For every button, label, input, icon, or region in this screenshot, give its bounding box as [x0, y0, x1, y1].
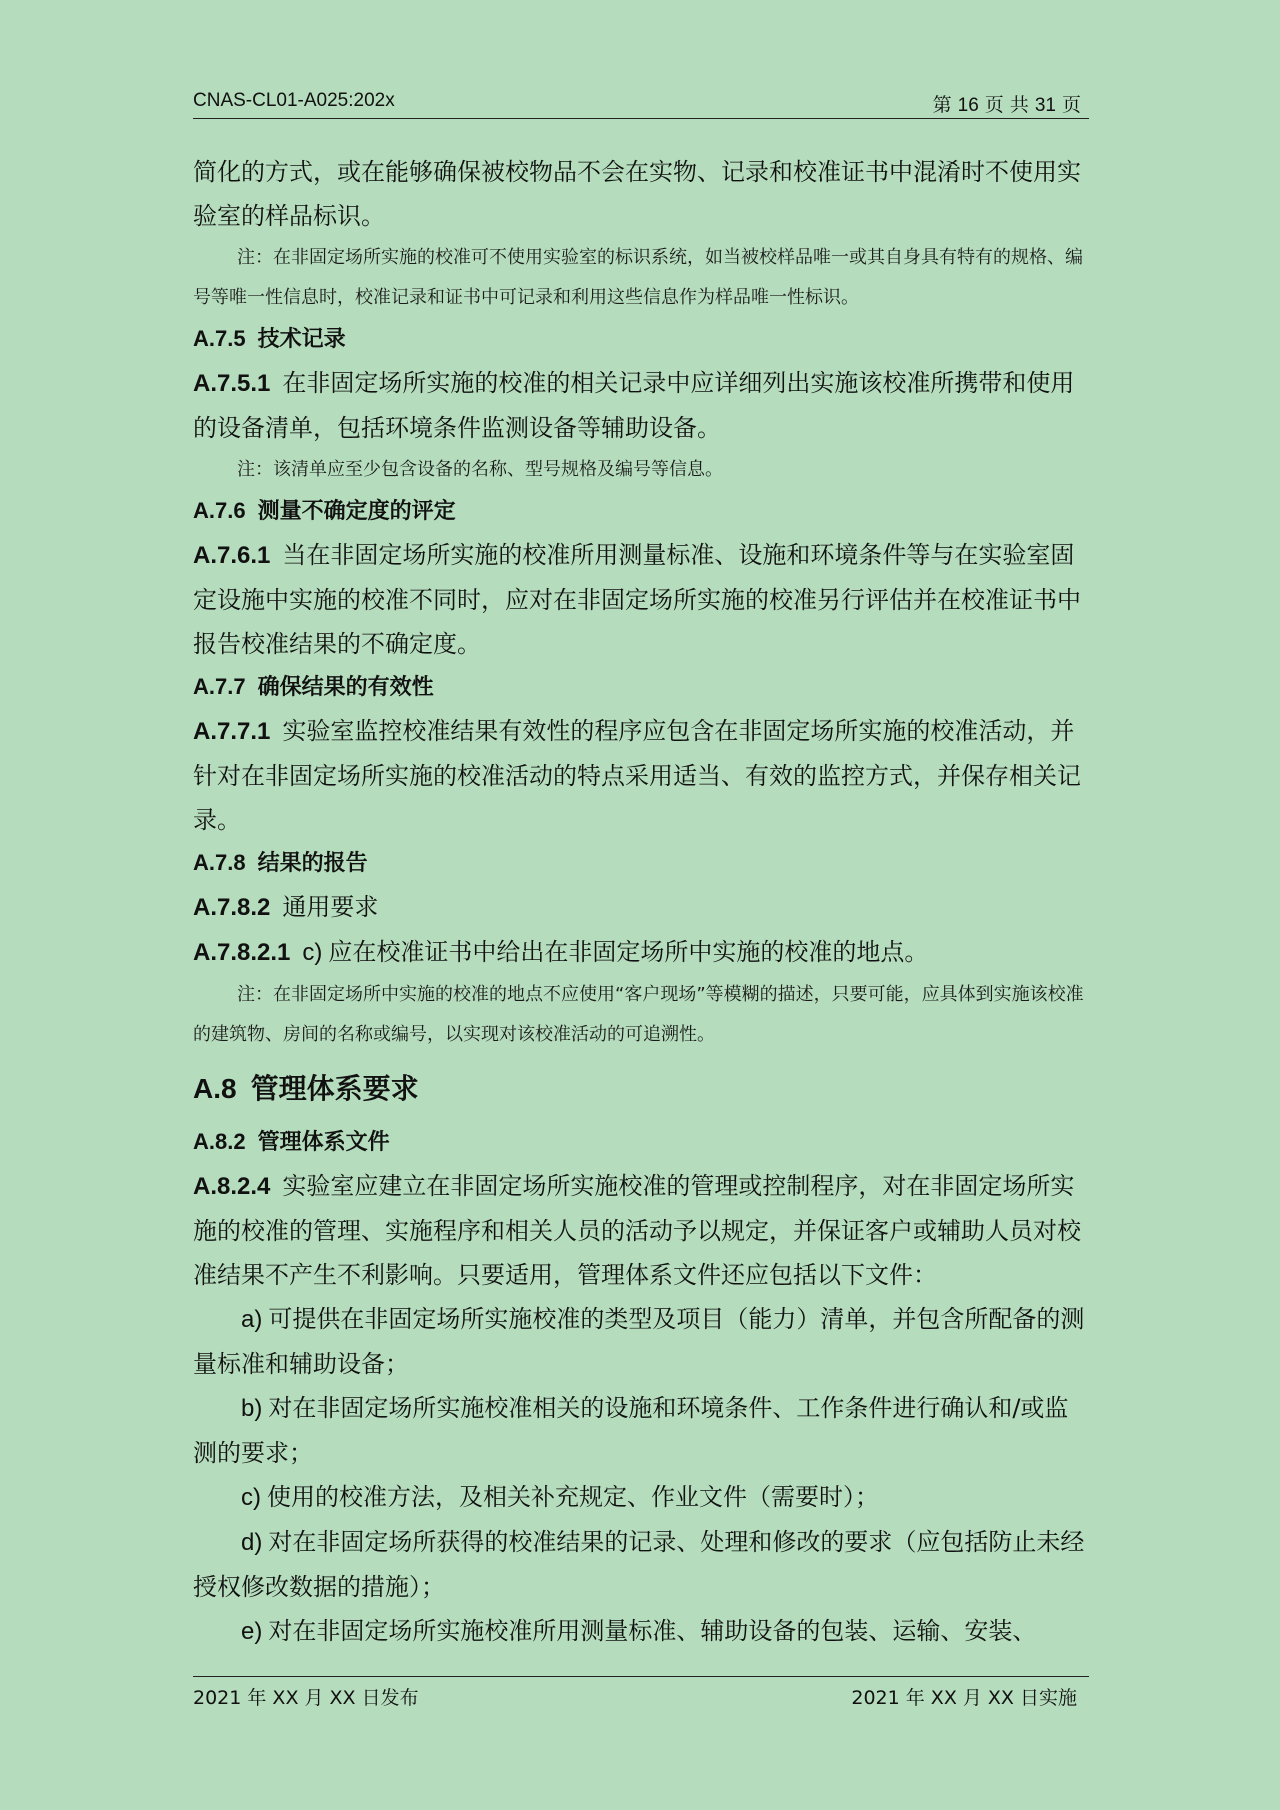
list-item	[193, 1297, 1089, 1386]
clause-paragraph	[193, 150, 1089, 238]
block-text: 简化的方式，或在能够确保被校物品不会在实物、记录和校准证书中混淆时不使用实验室的样品标识。	[193, 158, 1081, 230]
page-label-mid: 页 共	[984, 94, 1029, 116]
page-total: 31	[1034, 95, 1056, 116]
clause-number: A.7.7	[193, 674, 246, 699]
list-item	[193, 1609, 1089, 1654]
block-text: 实验室应建立在非固定场所实施校准的管理或控制程序，对在非固定场所实施的校准的管理、实施程序和相关人员的活动予以规定，并保证客户或辅助人员对校准结果不产生不利影响。只要适用，管理体系文件还应包括以下文件：	[193, 1172, 1081, 1289]
document-code: CNAS-CL01-A025:202x	[193, 90, 395, 111]
page-number	[933, 90, 1081, 117]
block-text: 对在非固定场所获得的校准结果的记录、处理和修改的要求（应包括防止未经授权修改数据的措施）；	[193, 1528, 1085, 1601]
page-current: 16	[957, 95, 979, 116]
block-text: 通用要求	[282, 893, 379, 921]
block-text: 实验室监控校准结果有效性的程序应包含在非固定场所实施的校准活动，并针对在非固定场所实施的校准活动的特点采用适当、有效的监控方式，并保存相关记录。	[193, 717, 1081, 834]
clause-paragraph	[193, 533, 1089, 666]
item-letter: c)	[302, 939, 323, 966]
clause-paragraph	[193, 361, 1089, 450]
clause-number: A.7.5	[193, 326, 246, 351]
page-footer	[193, 1676, 1089, 1717]
clause-number: A.7.5.1	[193, 370, 271, 397]
clause-number: A.7.6.1	[193, 542, 271, 569]
item-letter: d)	[241, 1529, 263, 1556]
list-item	[193, 1520, 1089, 1609]
subsection-heading	[193, 318, 1089, 361]
block-text: 可提供在非固定场所实施校准的类型及项目（能力）清单，并包含所配备的测量标准和辅助设备；	[193, 1305, 1085, 1378]
clause-paragraph	[193, 930, 1089, 975]
block-text: 对在非固定场所实施校准所用测量标准、辅助设备的包装、运输、安装、	[268, 1617, 1037, 1645]
block-text: 注：该清单应至少包含设备的名称、型号规格及编号等信息。	[237, 459, 723, 480]
clause-number: A.8.2.4	[193, 1173, 271, 1200]
page-header	[193, 88, 1089, 119]
note-paragraph	[193, 238, 1089, 318]
subsection-heading	[193, 1121, 1089, 1164]
clause-paragraph	[193, 709, 1089, 842]
page-label-post: 页	[1061, 94, 1081, 116]
section-heading	[193, 1061, 1089, 1117]
block-text: 管理体系要求	[250, 1072, 419, 1105]
item-letter: c)	[241, 1484, 261, 1511]
clause-number: A.7.7.1	[193, 718, 271, 745]
block-text: 结果的报告	[257, 851, 368, 876]
item-letter: b)	[241, 1395, 263, 1422]
block-text: 注：在非固定场所实施的校准可不使用实验室的标识系统，如当被校样品唯一或其自身具有特有的规格、编号等唯一性信息时，校准记录和证书中可记录和利用这些信息作为样品唯一性标识。	[193, 247, 1083, 308]
clause-number: A.7.8.2	[193, 894, 271, 921]
subsection-heading	[193, 666, 1089, 709]
block-text: 技术记录	[257, 327, 346, 352]
item-letter: a)	[241, 1306, 263, 1333]
clause-number: A.7.8	[193, 850, 246, 875]
page-label-pre: 第	[932, 94, 952, 116]
clause-number: A.8	[193, 1073, 237, 1104]
clause-paragraph	[193, 1164, 1089, 1297]
block-text: 应在校准证书中给出在非固定场所中实施的校准的地点。	[328, 938, 929, 966]
item-letter: e)	[241, 1618, 263, 1645]
clause-number: A.8.2	[193, 1129, 246, 1154]
block-text: 使用的校准方法，及相关补充规定、作业文件（需要时）；	[267, 1483, 879, 1511]
list-item	[193, 1475, 1089, 1520]
clause-number: A.7.8.2.1	[193, 939, 291, 966]
subsection-heading	[193, 842, 1089, 885]
list-item	[193, 1386, 1089, 1475]
block-text: 确保结果的有效性	[257, 675, 434, 700]
clause-number: A.7.6	[193, 498, 246, 523]
block-text: 管理体系文件	[257, 1130, 390, 1155]
document-body	[193, 150, 1089, 1654]
clause-paragraph	[193, 885, 1089, 930]
block-text: 注：在非固定场所中实施的校准的地点不应使用“客户现场”等模糊的描述，只要可能，应具体到实施该校准的建筑物、房间的名称或编号，以实现对该校准活动的可追溯性。	[193, 984, 1084, 1045]
issue-date: 2021 年 XX 月 XX 日发布	[193, 1687, 419, 1709]
note-paragraph	[193, 975, 1089, 1055]
subsection-heading	[193, 490, 1089, 533]
block-text: 测量不确定度的评定	[257, 499, 456, 524]
block-text: 在非固定场所实施的校准的相关记录中应详细列出实施该校准所携带和使用的设备清单，包括环境条件监测设备等辅助设备。	[193, 369, 1075, 442]
block-text: 对在非固定场所实施校准相关的设施和环境条件、工作条件进行确认和/或监测的要求；	[193, 1394, 1069, 1467]
note-paragraph	[193, 450, 1089, 490]
effective-date: 2021 年 XX 月 XX 日实施	[851, 1687, 1077, 1709]
block-text: 当在非固定场所实施的校准所用测量标准、设施和环境条件等与在实验室固定设施中实施的校准不同时，应对在非固定场所实施的校准另行评估并在校准证书中报告校准结果的不确定度。	[193, 541, 1081, 658]
